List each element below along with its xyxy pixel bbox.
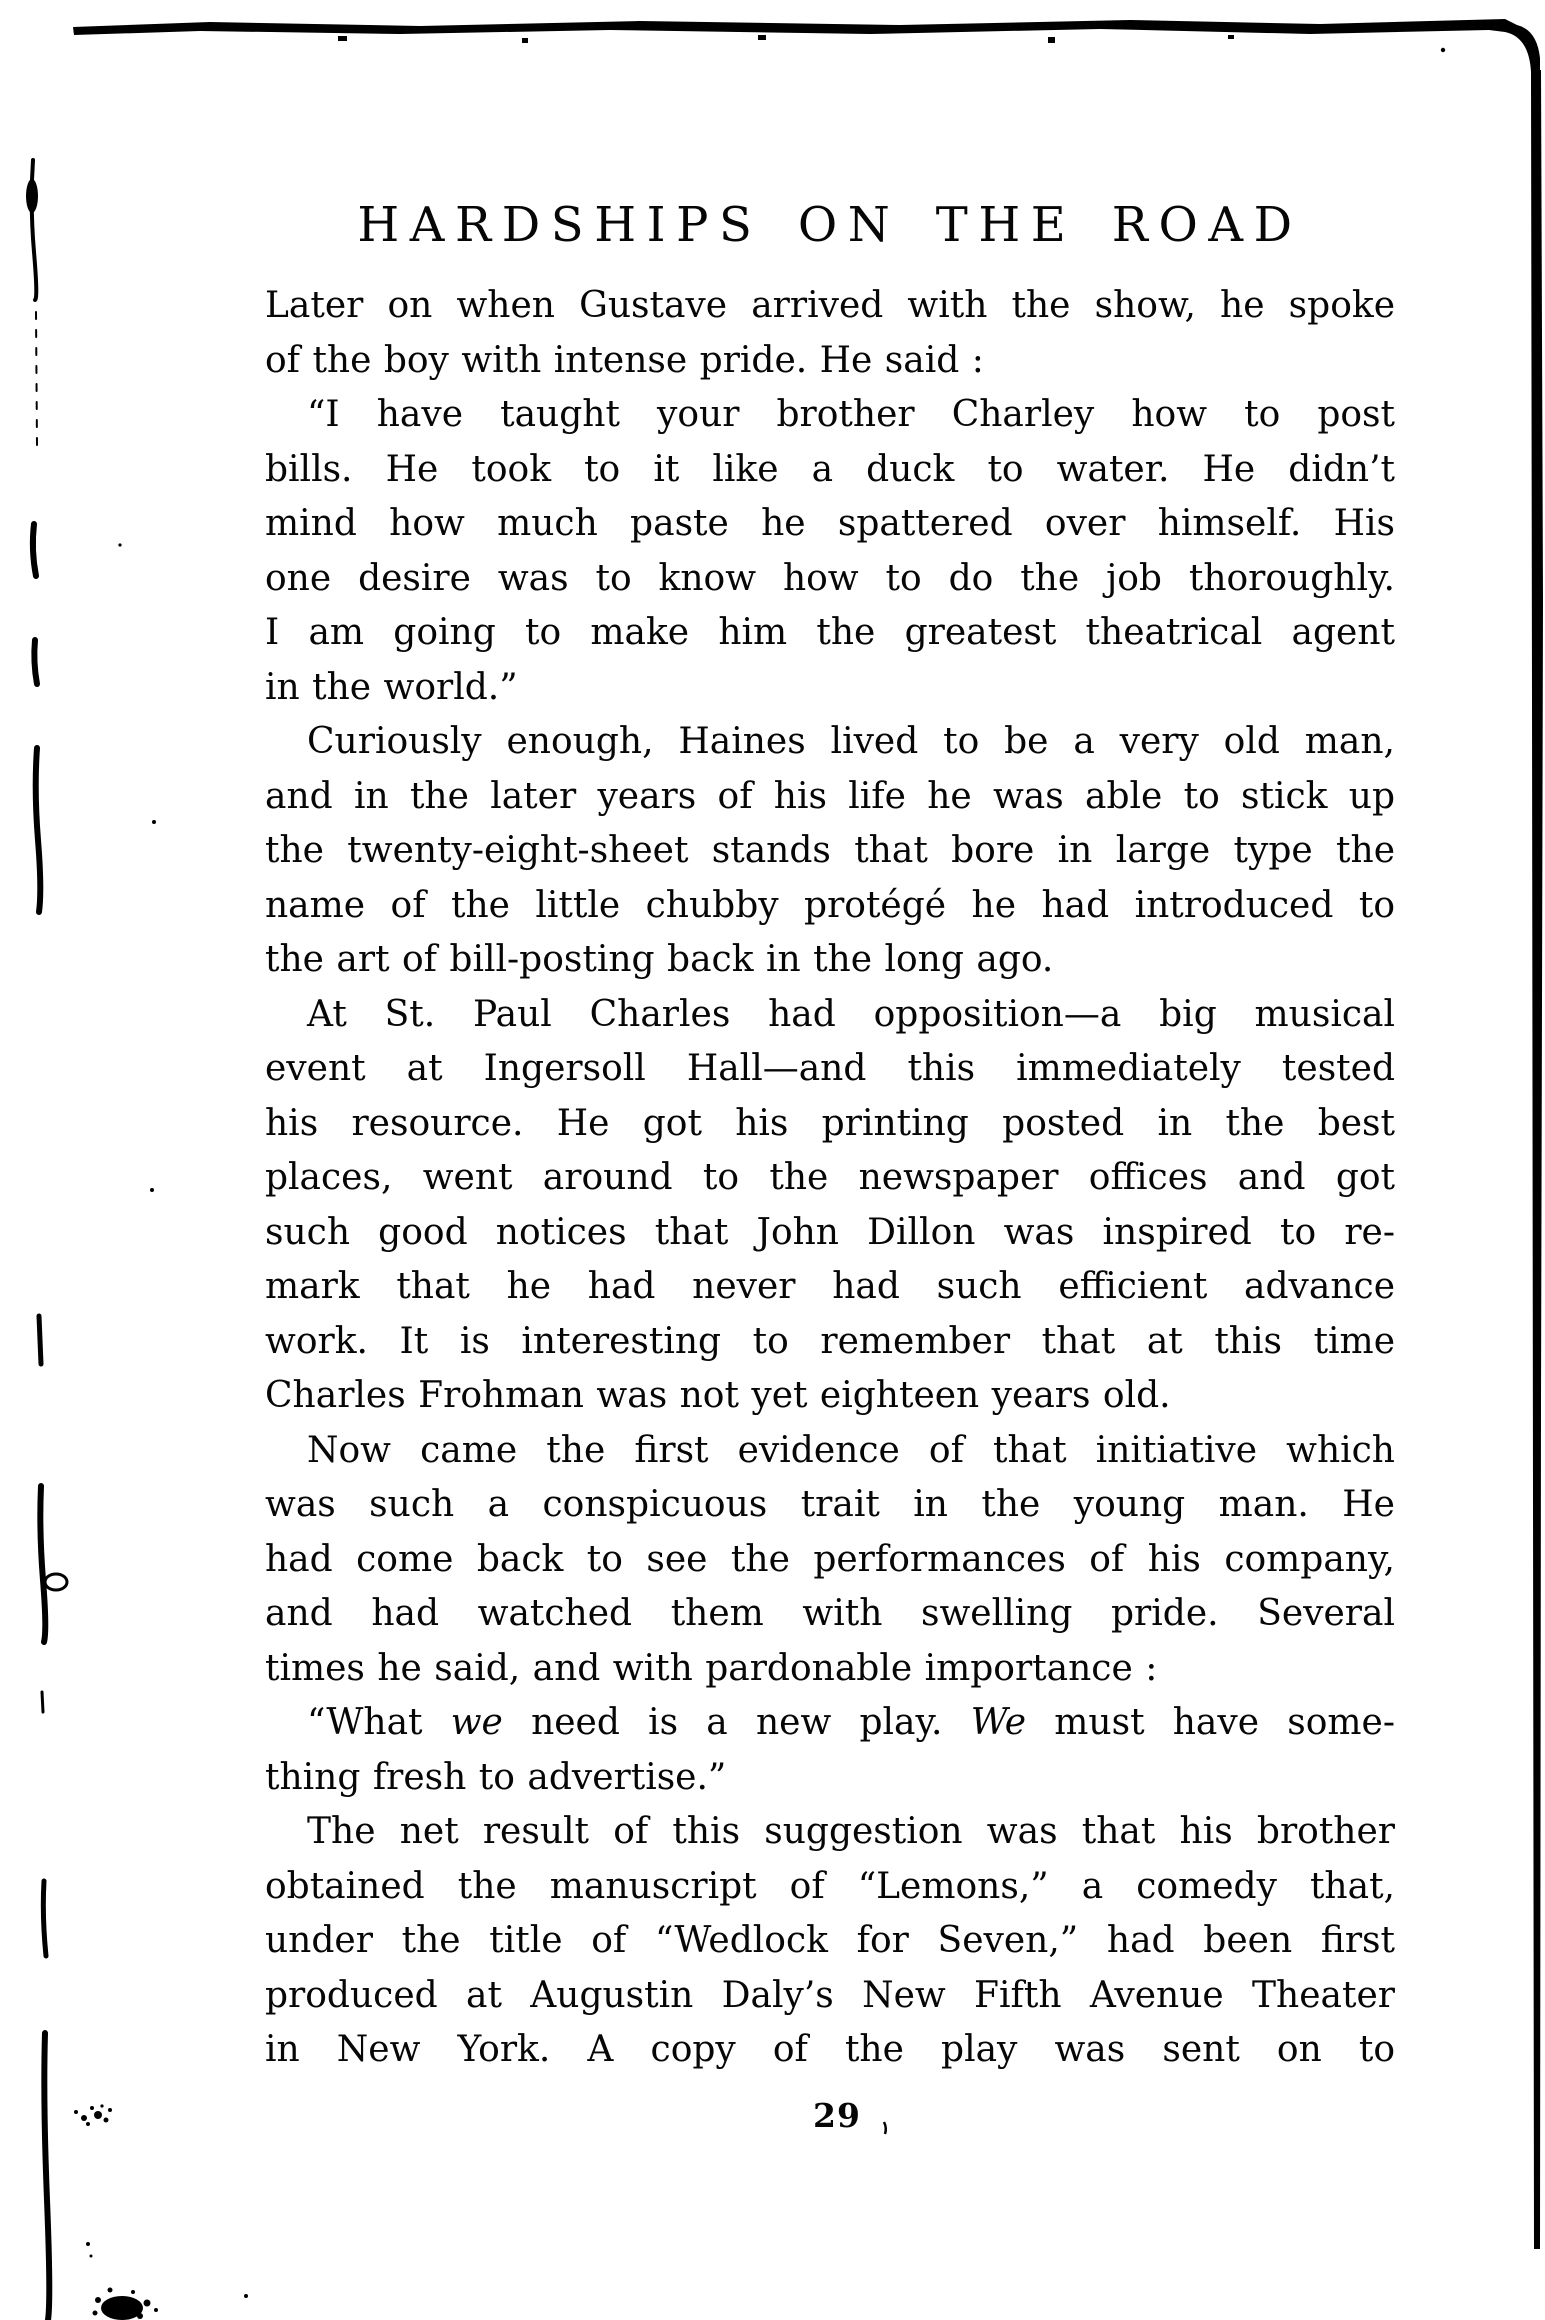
text-line: and in the later years of his life he was able to stick up (265, 775, 1395, 817)
text-line: obtained the manuscript of “Lemons,” a comedy that, (265, 1865, 1395, 1907)
text-line: At St. Paul Charles had opposition—a big musical (307, 993, 1395, 1035)
scan-specks (74, 543, 248, 2320)
page-title: HARDSHIPS ON THE ROAD (357, 197, 1303, 253)
text-line: The net result of this suggestion was that his brother (307, 1811, 1395, 1852)
binding-streaks (26, 160, 67, 2320)
text-line: name of the little chubby protégé he had introduced to (265, 884, 1395, 926)
text-line: I am going to make him the greatest theatrical agent (265, 612, 1395, 653)
quote-segment-italic: We (970, 1702, 1027, 1743)
text-line: and had watched them with swelling pride. Several (265, 1593, 1395, 1634)
page-edge-right (1531, 70, 1543, 2249)
text-line: “I have taught your brother Charley how to post (307, 394, 1395, 435)
body-text (265, 279, 1395, 2078)
text-line: in New York. A copy of the play was sent on to (265, 2029, 1395, 2070)
quote-segment: must have some- (1026, 1702, 1395, 1743)
text-line: his resource. He got his printing posted in the best (265, 1102, 1395, 1144)
text-line: under the title of “Wedlock for Seven,” had been first (265, 1920, 1395, 1961)
text-line: thing fresh to advertise.” (265, 1756, 727, 1798)
text-line: was such a conspicuous trait in the young man. He (265, 1484, 1395, 1525)
text-line: Charles Frohman was not yet eighteen years old. (265, 1375, 1171, 1416)
text-line: the twenty-eight-sheet stands that bore in large type the (265, 830, 1395, 871)
page-edge-top (73, 19, 1540, 72)
quote-segment-italic: we (450, 1702, 503, 1743)
text-line: mark that he had never had such efficient advance (265, 1266, 1395, 1307)
text-line: Later on when Gustave arrived with the show, he spoke (265, 285, 1395, 326)
text-column (265, 193, 1395, 2078)
quote-segment: need is a new play. (502, 1702, 971, 1743)
text-line-with-italics (265, 1696, 1395, 1751)
text-line: had come back to see the performances of his company, (265, 1538, 1395, 1580)
text-line: such good notices that John Dillon was inspired to re- (265, 1211, 1395, 1253)
page-number: 29 (813, 2096, 861, 2135)
text-line: of the boy with intense pride. He said : (265, 339, 984, 381)
text-line: places, went around to the newspaper offices and got (265, 1157, 1395, 1198)
text-line: event at Ingersoll Hall—and this immediately tested (265, 1048, 1395, 1089)
text-line: in the world.” (265, 666, 518, 708)
quote-segment: “What (307, 1702, 451, 1743)
text-line: one desire was to know how to do the job thoroughly. (265, 557, 1395, 599)
text-line: work. It is interesting to remember that at this time (265, 1320, 1395, 1362)
text-line: Curiously enough, Haines lived to be a very old man, (307, 721, 1395, 762)
text-line: the art of bill-posting back in the long ago. (265, 939, 1054, 980)
text-line: mind how much paste he spattered over himself. His (265, 503, 1395, 544)
text-line: produced at Augustin Daly’s New Fifth Avenue Theater (265, 1974, 1395, 2016)
text-line: bills. He took to it like a duck to water. He didn’t (265, 448, 1395, 490)
text-line: times he said, and with pardonable importance : (265, 1647, 1158, 1689)
text-line: Now came the first evidence of that initiative which (307, 1429, 1395, 1471)
